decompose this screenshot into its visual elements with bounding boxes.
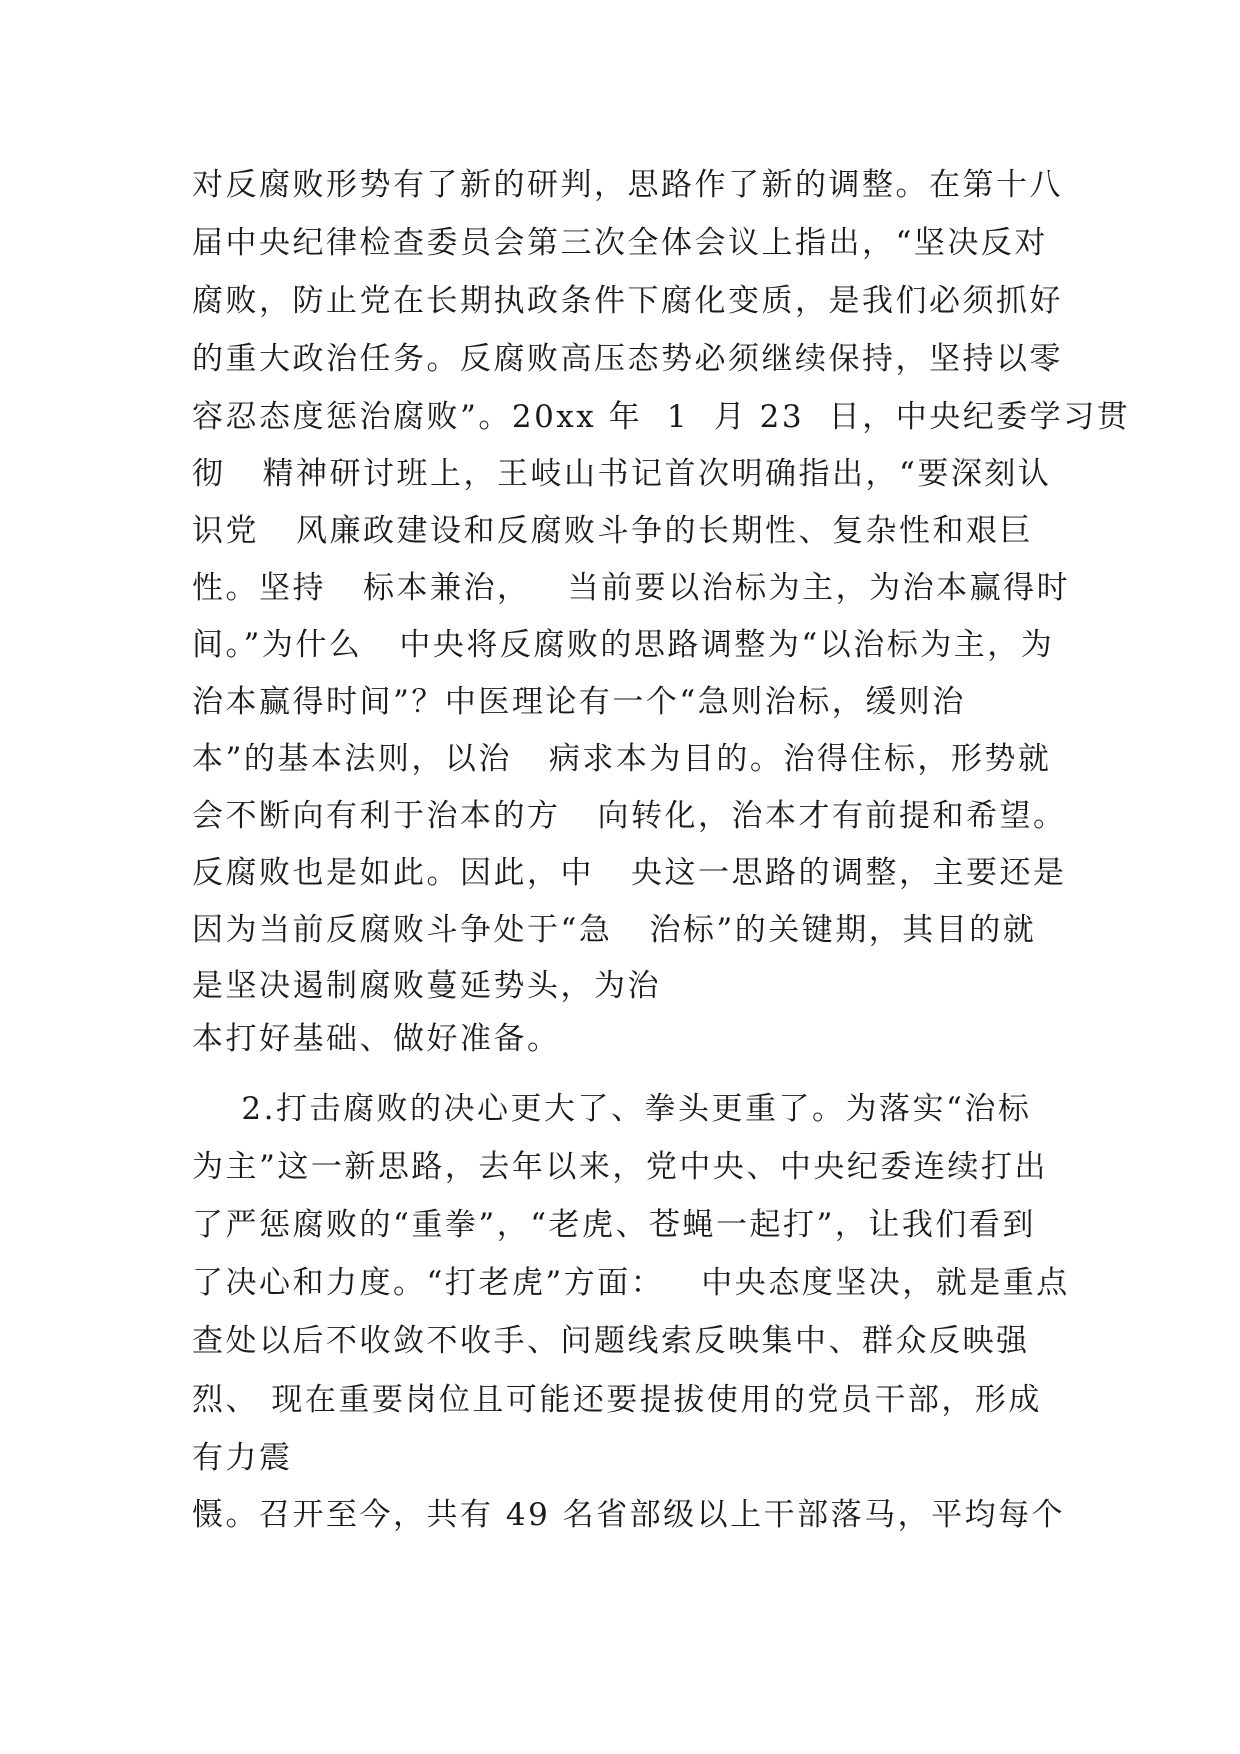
text-line: 彻 精神研讨班上，王岐山书记首次明确指出，“要深刻认	[192, 456, 1052, 492]
text-line: 本”的基本法则，以治 病求本为目的。治得住标，形势就	[192, 741, 1052, 777]
text-line: 反腐败也是如此。因此，中 央这一思路的调整，主要还是	[192, 855, 1067, 891]
text-line: 间。”为什么 中央将反腐败的思路调整为“以治标为主，为	[192, 627, 1055, 663]
text-line: 为主”这一新思路，去年以来，党中央、中央纪委连续打出	[192, 1149, 1048, 1185]
text-line: 的重大政治任务。反腐败高压态势必须继续保持，坚持以零	[192, 341, 1063, 377]
text-line: 性。坚持 标本兼治， 当前要以治标为主，为治本赢得时	[192, 570, 1071, 606]
text-line: 治本赢得时间”？中医理论有一个“急则治标，缓则治	[192, 684, 966, 720]
text-line: 是坚决遏制腐败蔓延势头，为治	[192, 968, 661, 1004]
text-line: 届中央纪律检查委员会第三次全体会议上指出，“坚决反对	[192, 225, 1048, 261]
text-line: 对反腐败形势有了新的研判，思路作了新的调整。在第十八	[192, 167, 1063, 203]
text-line: 容忍态度惩治腐败”。20xx 年 1 月 23 日，中央纪委学习贯	[192, 399, 1131, 435]
text-line: 了决心和力度。“打老虎”方面： 中央态度坚决，就是重点	[192, 1265, 1070, 1301]
text-line: 腐败，防止党在长期执政条件下腐化变质，是我们必须抓好	[192, 283, 1063, 319]
text-line: 本打好基础、做好准备。	[192, 1021, 561, 1057]
text-line: 烈、 现在重要岗位且可能还要提拔使用的党员干部，形成	[192, 1382, 1042, 1418]
text-line: 2.打击腐败的决心更大了、拳头更重了。为落实“治标	[192, 1091, 1032, 1127]
text-line: 会不断向有利于治本的方 向转化，治本才有前提和希望。	[192, 798, 1067, 834]
text-line: 慑。召开至今，共有 49 名省部级以上干部落马，平均每个	[192, 1497, 1066, 1533]
text-line: 有力震	[192, 1440, 293, 1476]
text-line: 因为当前反腐败斗争处于“急 治标”的关键期，其目的就	[192, 912, 1037, 948]
text-line: 识党 风廉政建设和反腐败斗争的长期性、复杂性和艰巨	[192, 513, 1034, 549]
text-line: 了严惩腐败的“重拳”，“老虎、苍蝇一起打”，让我们看到	[192, 1207, 1036, 1243]
text-line: 查处以后不收敛不收手、问题线索反映集中、群众反映强	[192, 1323, 1030, 1359]
